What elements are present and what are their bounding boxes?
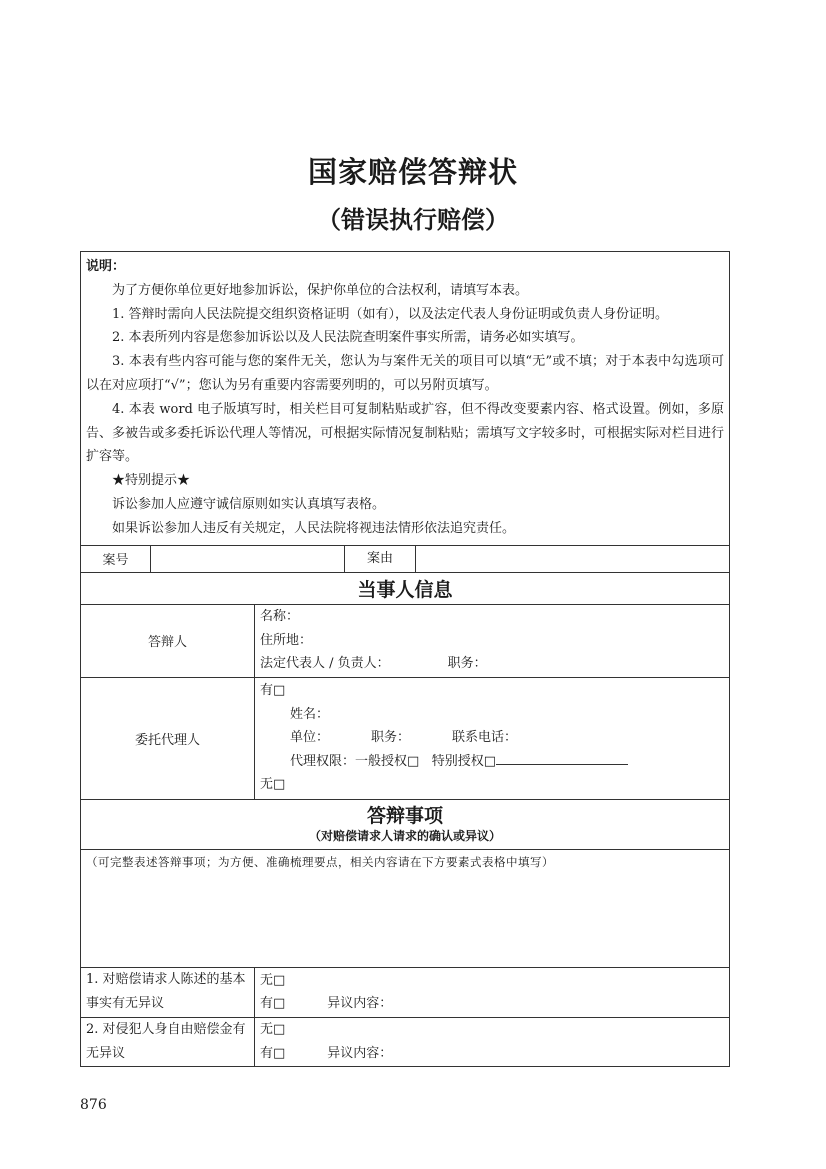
case-no-field[interactable] [151,545,345,572]
agent-none-checkbox[interactable]: 无□ [260,777,286,793]
item1-objection-field[interactable]: 异议内容： [327,996,393,1012]
notes-paragraph: 1. 答辩时需向人民法院提交组织资格证明（如有），以及法定代表人身份证明或负责人身份证明。 [112,306,669,322]
defense-section-title: 答辩事项 [367,805,444,828]
defense-item-label: 2. 对侵犯人身自由赔偿金有无异议 [81,1017,255,1066]
notes-paragraph: 诉讼参加人应遵守诚信原则如实认真填写表格。 [112,496,386,512]
general-authority-checkbox[interactable]: 一般授权□ [355,753,420,769]
page-number: 876 [80,1097,107,1113]
special-authority-blank[interactable] [496,751,628,765]
respondent-row [81,604,730,677]
notes-paragraph: 4. 本表 word 电子版填写时，相关栏目可复制粘贴或扩容，但不得改变要素内容、格式设置。例如，多原告、多被告或多委托诉讼代理人等情况，可根据实际情况复制粘贴；需填写文字较多时，可根据实际对栏目进行扩容等。 [86,401,725,465]
notes-paragraph: 3. 本表有些内容可能与您的案件无关，您认为与案件无关的项目可以填“无”或不填；对于本表中勾选项可以在对应项打“√”；您认为另有重要内容需要列明的，可以另附页填写。 [86,354,725,393]
item2-has-checkbox[interactable]: 有□ [260,1045,286,1061]
agent-has-checkbox[interactable]: 有□ [260,683,286,699]
notes-paragraph: 如果诉讼参加人违反有关规定，人民法院将视违法情形依法追究责任。 [112,520,516,536]
agent-fields [255,677,730,799]
case-row [81,545,730,572]
notes-paragraph: 2. 本表所列内容是您参加诉讼以及人民法院查明案件事实所需，请务必如实填写。 [112,330,584,346]
defense-section-row [81,799,730,849]
document-title: 国家赔偿答辩状 [307,155,518,189]
notes-cell [81,252,730,546]
defense-free-text-area[interactable] [81,849,730,967]
notes-paragraph: 为了方便你单位更好地参加诉讼，保护你单位的合法权利，请填写本表。 [112,282,529,298]
respondent-label: 答辩人 [81,604,255,677]
agent-name-field[interactable]: 姓名： [290,706,330,722]
cause-label: 案由 [345,546,416,572]
notes-row [81,252,730,546]
item2-none-checkbox[interactable]: 无□ [260,1022,286,1038]
respondent-address-field[interactable]: 住所地： [260,632,313,648]
defense-item-options [255,967,730,1017]
special-authority-checkbox[interactable]: 特别授权□ [431,753,497,769]
defense-free-text-row [81,849,730,967]
item2-objection-field[interactable]: 异议内容： [327,1045,393,1061]
item1-has-checkbox[interactable]: 有□ [260,996,286,1012]
special-notice: ★特别提示★ [112,473,191,489]
item1-none-checkbox[interactable]: 无□ [260,972,286,988]
defense-item-options [255,1017,730,1066]
defense-item-row [81,967,730,1017]
respondent-fields[interactable] [255,604,730,677]
defense-item-row [81,1017,730,1066]
defense-section-header [81,799,730,849]
form-table [80,251,730,1067]
defense-item-label: 1. 对赔偿请求人陈述的基本事实有无异议 [81,967,255,1017]
defense-hint: （可完整表述答辩事项；为方便、准确梳理要点，相关内容请在下方要素式表格中填写） [86,854,554,869]
party-section-row [81,572,730,604]
case-no-label: 案号 [81,545,151,572]
cause-field[interactable] [416,546,729,572]
agent-phone-field[interactable]: 联系电话： [452,730,518,746]
authority-label: 代理权限： [290,753,356,769]
legal-rep-position-field[interactable]: 职务： [447,656,487,672]
agent-label: 委托代理人 [81,677,255,799]
notes-label: 说明： [86,259,126,274]
agent-position-field[interactable]: 职务： [371,730,411,746]
party-section-title: 当事人信息 [81,572,730,604]
respondent-name-field[interactable]: 名称： [260,609,300,625]
agent-row [81,677,730,799]
agent-unit-field[interactable]: 单位： [290,730,330,746]
document-subtitle: （错误执行赔偿） [317,205,509,234]
legal-rep-field[interactable]: 法定代表人 / 负责人： [260,656,390,672]
defense-section-subtitle: （对赔偿请求人请求的确认或异议） [309,829,502,844]
cause-cell [345,545,730,572]
